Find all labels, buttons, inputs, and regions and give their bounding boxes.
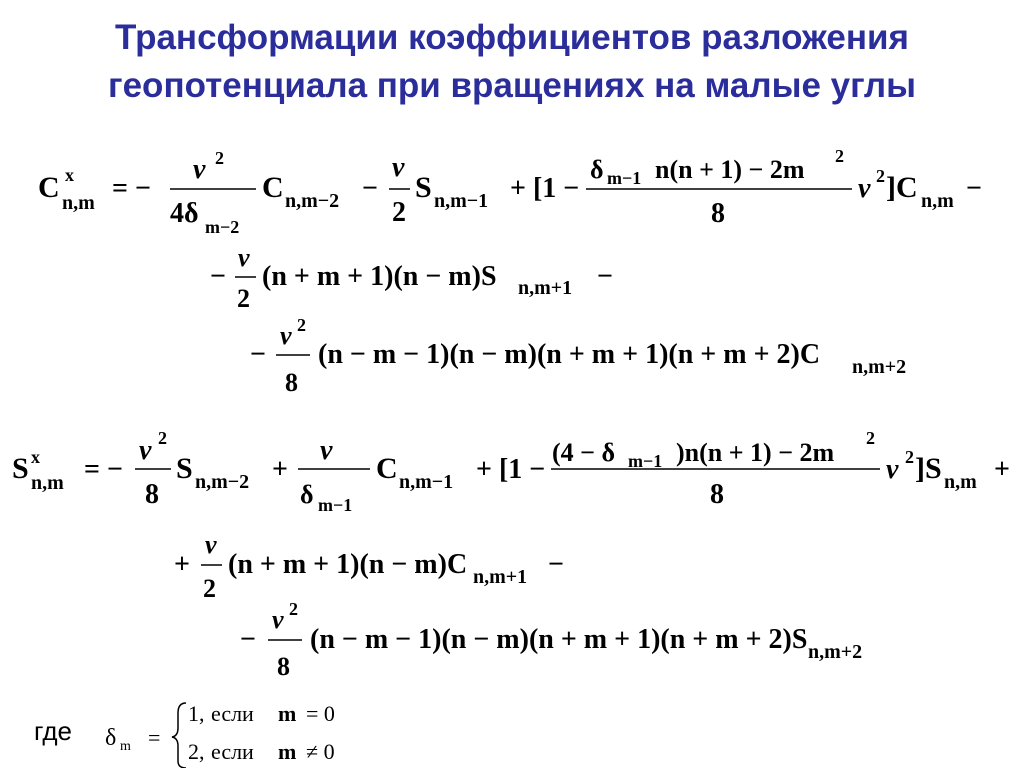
c-nu2-exp: 2 bbox=[876, 166, 885, 186]
c-bracket-close-sub: n,m bbox=[921, 190, 954, 212]
s3-frac-den: 8 bbox=[277, 652, 290, 681]
c2-body-sub: n,m+1 bbox=[518, 277, 573, 299]
c-lhs-sub: n,m bbox=[62, 192, 95, 214]
s3-frac-num: ν bbox=[272, 605, 284, 634]
delta-sub: m bbox=[120, 739, 131, 754]
s3-minus: − bbox=[240, 624, 256, 655]
c-frac1-den: 4δ bbox=[170, 198, 199, 229]
s-frac2-den: δ bbox=[300, 480, 314, 509]
case1-word: если bbox=[211, 701, 254, 726]
delta-definition bbox=[105, 701, 335, 768]
s-plus-1: + bbox=[272, 454, 288, 485]
c-minus-1: − bbox=[362, 173, 378, 204]
s-frac2-num: ν bbox=[320, 435, 333, 466]
s-term-c-sub: n,m−1 bbox=[399, 471, 454, 493]
case1-var: m bbox=[278, 701, 297, 726]
case2-var: m bbox=[278, 739, 297, 764]
s2-trailing: − bbox=[548, 549, 564, 580]
c2-frac-num: ν bbox=[238, 243, 250, 272]
c-term-c: C bbox=[262, 171, 284, 204]
s-term-s: S bbox=[176, 452, 193, 485]
c-frac3-num-exp: 2 bbox=[835, 146, 844, 166]
s2-body: (n + m + 1)(n − m)C bbox=[228, 549, 468, 580]
c2-minus: − bbox=[210, 261, 226, 292]
c-bracket-open: + [1 − bbox=[510, 173, 580, 204]
s-frac2-den-sub: m−1 bbox=[318, 495, 353, 515]
c2-body: (n + m + 1)(n − m)S bbox=[262, 261, 497, 292]
c-nu2: ν bbox=[858, 173, 871, 204]
s-frac3-num-exp: 2 bbox=[866, 428, 875, 448]
c-equals: = − bbox=[112, 173, 151, 204]
c-frac2-num: ν bbox=[392, 152, 405, 183]
s-trailing-plus: + bbox=[994, 454, 1010, 485]
c3-frac-num-exp: 2 bbox=[297, 315, 306, 335]
title-line-1: Трансформации коэффициентов разложения bbox=[115, 18, 909, 57]
s-frac1-num: ν bbox=[139, 435, 152, 466]
formula-c-line-3 bbox=[250, 315, 906, 397]
case2-value: 2, bbox=[188, 739, 205, 764]
formula-c-line-2 bbox=[210, 243, 613, 313]
delta-eq: = bbox=[148, 725, 161, 750]
c3-body: (n − m − 1)(n − m)(n + m + 1)(n + m + 2)C bbox=[318, 339, 821, 370]
formula-s-line-3 bbox=[240, 599, 862, 681]
where-label: где bbox=[34, 716, 72, 746]
s3-body: (n − m − 1)(n − m)(n + m + 1)(n + m + 2)S bbox=[310, 624, 808, 655]
s2-frac-den: 2 bbox=[203, 574, 216, 603]
c-frac1-num-exp: 2 bbox=[215, 148, 224, 168]
s-frac1-den: 8 bbox=[145, 479, 159, 510]
formula-s-line-2 bbox=[174, 530, 564, 603]
c-lhs-sup: x bbox=[65, 165, 74, 185]
case1-rel: = 0 bbox=[306, 701, 335, 726]
s-frac3-den: 8 bbox=[710, 479, 724, 510]
s-nu2-exp: 2 bbox=[905, 447, 914, 467]
s-frac1-num-exp: 2 bbox=[158, 428, 167, 448]
s-lhs-symbol: S bbox=[12, 452, 29, 485]
s-lhs-sup: x bbox=[31, 447, 40, 467]
s2-frac-num: ν bbox=[205, 530, 217, 559]
c-frac1-den-sub: m−2 bbox=[205, 217, 240, 237]
formula-c-line-1 bbox=[38, 146, 982, 237]
case2-rel: ≠ 0 bbox=[306, 739, 335, 764]
s-frac3-num-sub: m−1 bbox=[628, 451, 663, 471]
c2-frac-den: 2 bbox=[237, 284, 250, 313]
c-bracket-close: ]C bbox=[886, 171, 918, 204]
delta-symbol: δ bbox=[105, 725, 117, 751]
s-bracket-close-sub: n,m bbox=[944, 471, 977, 493]
case-2 bbox=[188, 739, 335, 764]
c3-frac-den: 8 bbox=[285, 368, 298, 397]
c-term-c-sub: n,m−2 bbox=[285, 190, 340, 212]
c2-trailing: − bbox=[597, 261, 613, 292]
c-lhs-symbol: C bbox=[38, 171, 60, 204]
formula-s-line-1 bbox=[12, 428, 1010, 515]
s-term-s-sub: n,m−2 bbox=[195, 471, 250, 493]
s-frac3-num: (4 − δ bbox=[552, 438, 615, 467]
c-frac3-num: δ bbox=[590, 155, 604, 184]
case-1 bbox=[188, 701, 335, 726]
case2-word: если bbox=[211, 739, 254, 764]
c-frac1-num: ν bbox=[193, 154, 206, 185]
case1-value: 1, bbox=[188, 701, 205, 726]
s-frac3-num-rest: )n(n + 1) − 2m bbox=[676, 438, 835, 467]
c-term-s: S bbox=[415, 171, 432, 204]
s3-body-sub: n,m+2 bbox=[808, 641, 863, 663]
c-frac3-den: 8 bbox=[711, 198, 725, 229]
s-lhs-sub: n,m bbox=[31, 472, 64, 494]
c-trailing-minus: − bbox=[966, 173, 982, 204]
c-frac3-num-rest: n(n + 1) − 2m bbox=[655, 155, 805, 184]
s-nu2: ν bbox=[886, 454, 899, 485]
c-frac3-num-sub: m−1 bbox=[607, 168, 642, 188]
s-equals: = − bbox=[84, 454, 123, 485]
c3-minus: − bbox=[250, 339, 266, 370]
s-bracket-open: + [1 − bbox=[476, 454, 546, 485]
c-frac2-den: 2 bbox=[392, 197, 406, 228]
title-line-2: геопотенциала при вращениях на малые углы bbox=[108, 66, 916, 105]
c-term-s-sub: n,m−1 bbox=[434, 190, 489, 212]
s-term-c: C bbox=[376, 452, 398, 485]
c3-frac-num: ν bbox=[280, 321, 292, 350]
s2-body-sub: n,m+1 bbox=[473, 566, 528, 588]
case-brace bbox=[172, 703, 186, 768]
s2-plus: + bbox=[174, 549, 190, 580]
c3-body-sub: n,m+2 bbox=[852, 356, 907, 378]
s-bracket-close: ]S bbox=[915, 452, 942, 485]
s3-frac-num-exp: 2 bbox=[289, 599, 298, 619]
